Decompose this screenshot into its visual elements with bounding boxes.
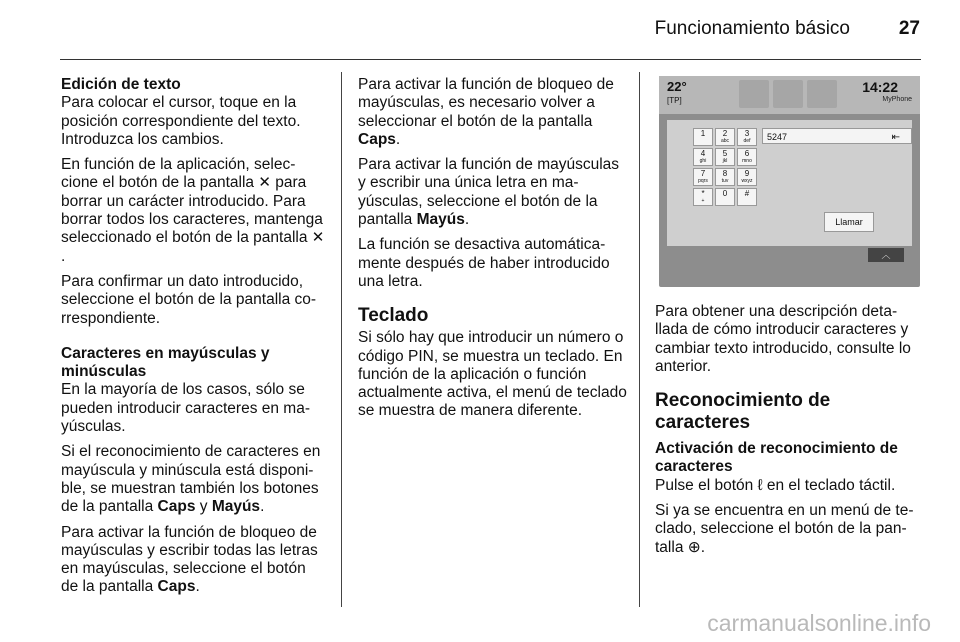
heading-activacion: Activación de reconocimiento de caracteres bbox=[655, 440, 898, 476]
keypad-key: 4 ghi bbox=[693, 148, 713, 166]
running-header-title: Funcionamiento básico bbox=[654, 18, 850, 39]
clock: 14:22 bbox=[862, 79, 898, 95]
chevron-up-icon: ︿ bbox=[868, 248, 904, 262]
paragraph: Para obtener una descripción detallada de cómo introducir caracteres y cambiar texto introducido, consulte lo anterior. bbox=[655, 303, 911, 375]
keypad-key: 0 bbox=[715, 188, 735, 206]
watermark: carmanualsonline.info bbox=[707, 610, 931, 636]
keypad-key: 9 wxyz bbox=[737, 168, 757, 186]
heading-edicion: Edición de texto bbox=[61, 76, 181, 93]
heading-reconocimiento: Reconocimiento de caracteres bbox=[655, 390, 831, 434]
heading-caps: Caracteres en mayúsculas y minúsculas bbox=[61, 344, 270, 381]
tp-indicator: [TP] bbox=[667, 96, 682, 105]
column-divider bbox=[639, 72, 640, 607]
handwriting-icon: ℓ bbox=[757, 476, 763, 494]
header-rule bbox=[60, 59, 921, 60]
globe-icon: ⊕ bbox=[687, 538, 701, 556]
close-icon: ✕ bbox=[258, 174, 271, 192]
paragraph: Para colocar el cursor, toque en la posición correspondiente del texto. Introduzca los cambios. bbox=[61, 94, 301, 148]
keypad-panel bbox=[667, 120, 912, 246]
phone-status: MyPhone bbox=[882, 96, 912, 103]
paragraph: La función se desactiva automáticamente después de haber introducido una letra. bbox=[358, 236, 610, 290]
status-bar bbox=[659, 76, 920, 114]
keypad-key: 6 mno bbox=[737, 148, 757, 166]
keypad-key: * + bbox=[693, 188, 713, 206]
keypad-key: 8 tuv bbox=[715, 168, 735, 186]
heading-teclado: Teclado bbox=[358, 305, 429, 327]
keypad-key: 1 bbox=[693, 128, 713, 146]
keypad-key: 5 jkl bbox=[715, 148, 735, 166]
paragraph: En función de la aplicación, seleccione el botón de la pantalla ✕ para borrar un carácter introducido. Para borrar todos los caracteres, mantenga seleccionado el botón de la pantalla ✕. bbox=[61, 156, 325, 265]
keypad-key: # bbox=[737, 188, 757, 206]
backspace-icon: ⇤ bbox=[891, 132, 900, 143]
column-divider bbox=[341, 72, 342, 607]
keypad-key: 3 def bbox=[737, 128, 757, 146]
column-3 bbox=[655, 303, 923, 564]
call-button: Llamar bbox=[824, 212, 874, 232]
paragraph: Para activar la función de mayúsculas y escribir una única letra en mayúsculas, seleccione el botón de la pantalla Mayús. bbox=[358, 156, 620, 229]
paragraph: Pulse el botón ℓ en el teclado táctil. bbox=[655, 476, 896, 494]
close-icon: ✕ bbox=[311, 229, 325, 247]
column-1 bbox=[61, 76, 327, 604]
paragraph: En la mayoría de los casos, sólo se pueden introducir caracteres en mayúsculas. bbox=[61, 381, 311, 436]
phone-icon bbox=[773, 80, 803, 108]
paragraph: Si ya se encuentra en un menú de teclado, seleccione el botón de la pantalla ⊕. bbox=[655, 502, 914, 556]
keypad-key: 7 pqrs bbox=[693, 168, 713, 186]
paragraph: Para confirmar un dato introducido, seleccione el botón de la pantalla correspondiente. bbox=[61, 272, 317, 327]
temperature-readout: 22° bbox=[667, 79, 687, 94]
page-number: 27 bbox=[898, 18, 920, 39]
info-icon bbox=[807, 80, 837, 108]
paragraph: Para activar la función de bloqueo de mayúsculas, es necesario volver a seleccionar el botón de la pantalla Caps. bbox=[358, 76, 614, 148]
keypad-key: 2 abc bbox=[715, 128, 735, 146]
music-icon bbox=[739, 80, 769, 108]
keypad-screen-illustration bbox=[659, 76, 920, 287]
number-field: 5247 bbox=[762, 128, 912, 144]
paragraph: Si sólo hay que introducir un número o código PIN, se muestra un teclado. En función de la aplicación o función actualmente activa, el menú de teclado se muestra de manera diferente. bbox=[358, 329, 627, 420]
paragraph: Si el reconocimiento de caracteres en mayúscula y minúscula está disponible, se muestran también los botones de la pantalla Caps y Mayús. bbox=[61, 443, 321, 516]
column-2 bbox=[358, 76, 628, 428]
paragraph: Para activar la función de bloqueo de mayúsculas y escribir todas las letras en mayúsculas, seleccione el botón de la pantalla Caps. bbox=[61, 523, 318, 596]
